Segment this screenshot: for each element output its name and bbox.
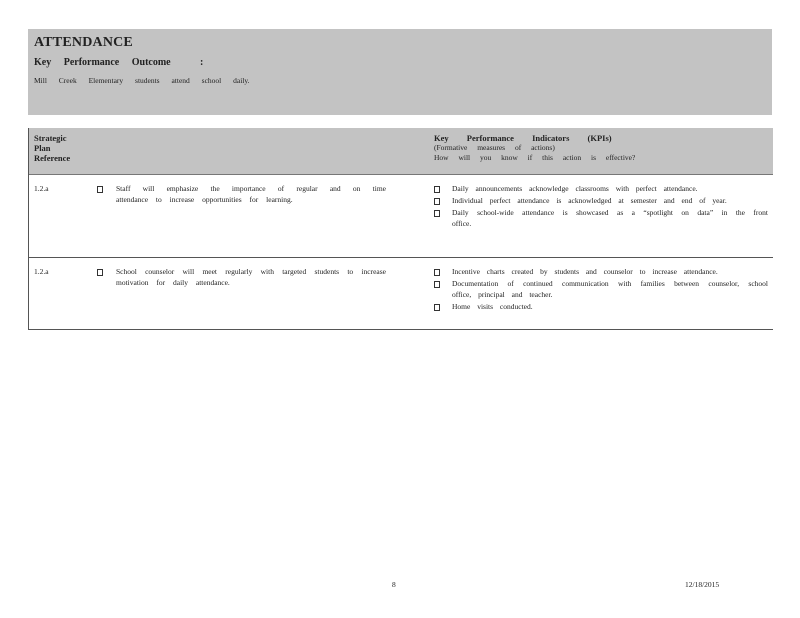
- checkbox-bullet-icon: [434, 304, 440, 311]
- kpo-colon: :: [200, 57, 204, 68]
- footer-date: 12/18/2015: [685, 580, 720, 589]
- action-text: Staff will emphasize the importance of regular and on time attendance to increase opportunities for learning.: [116, 184, 386, 204]
- list-item: Incentive charts created by students and counselor to increase attendance.: [434, 267, 768, 278]
- checkbox-bullet-icon: [434, 281, 440, 288]
- outcome-text: Mill Creek Elementary students attend school daily.: [34, 76, 250, 85]
- list-item: Daily announcements acknowledge classrooms with perfect attendance.: [434, 184, 768, 195]
- checkbox-bullet-icon: [434, 198, 440, 205]
- kpi-list: [434, 184, 768, 231]
- kpi-table: [28, 128, 773, 330]
- list-item: Individual perfect attendance is acknowledged at semester and end of year.: [434, 196, 768, 207]
- checkbox-bullet-icon: [434, 186, 440, 193]
- checkbox-bullet-icon: [97, 269, 103, 276]
- kpi-header: Key Performance Indicators (KPIs) (Formative measures of actions) How will you know if this action is effective?: [434, 133, 636, 162]
- list-item: Documentation of continued communication with families between counselor, school office, principal and teacher.: [434, 279, 768, 300]
- list-item: Daily school-wide attendance is showcased as a “spotlight on data” in the front office.: [434, 208, 768, 229]
- attendance-header: [28, 29, 772, 115]
- checkbox-bullet-icon: [97, 186, 103, 193]
- strategic-plan-header: Strategic Plan Reference: [34, 133, 71, 163]
- checkbox-bullet-icon: [434, 269, 440, 276]
- table-header: [29, 128, 773, 174]
- list-item: Home visits conducted.: [434, 302, 768, 313]
- action-text: School counselor will meet regularly with targeted students to increase motivation for daily attendance.: [116, 267, 386, 287]
- kpi-list: [434, 267, 768, 314]
- checkbox-bullet-icon: [434, 210, 440, 217]
- plan-reference: 1.2.a: [34, 184, 49, 193]
- plan-reference: 1.2.a: [34, 267, 49, 276]
- page-number: 8: [392, 580, 396, 589]
- table-row: [29, 174, 773, 257]
- kpo-label: Key Performance Outcome: [34, 57, 171, 68]
- page-title: ATTENDANCE: [34, 35, 133, 50]
- table-row: [29, 257, 773, 329]
